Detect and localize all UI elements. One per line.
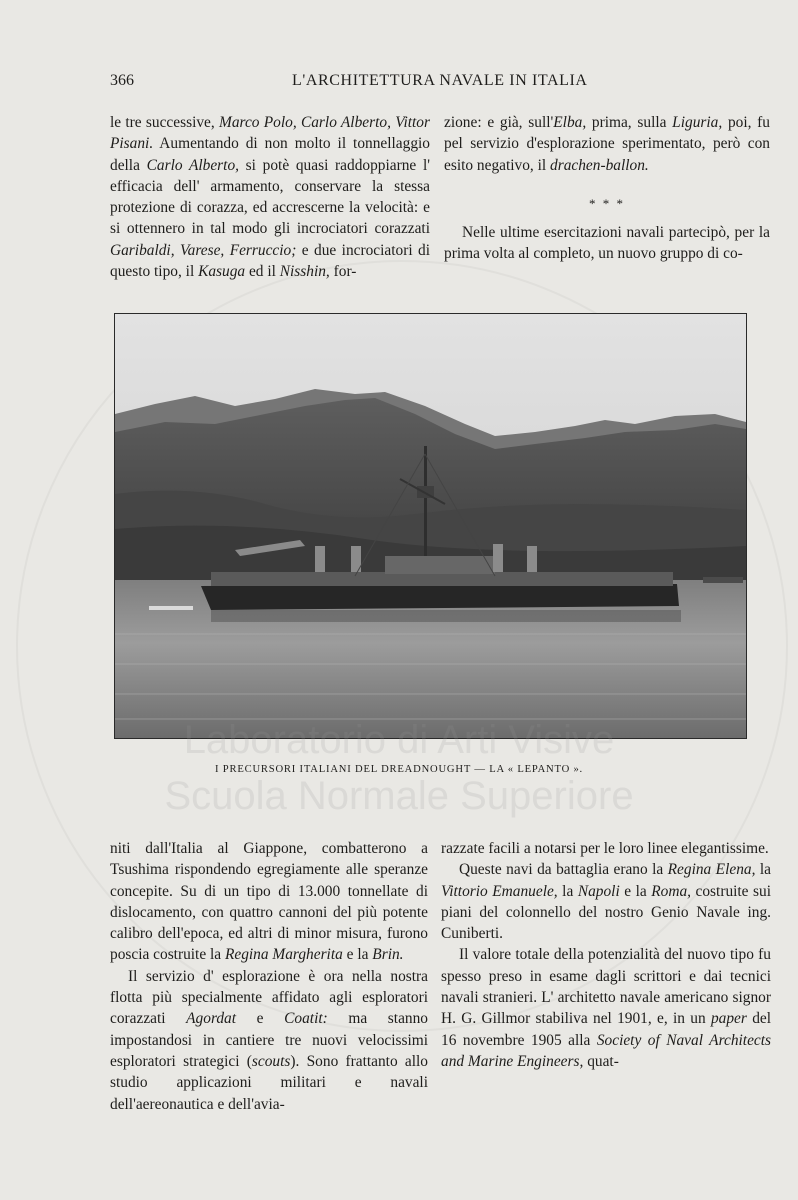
paragraph: Il valore totale della potenzialità del nuovo tipo fu spesso preso in esame dagli scrittori e dai tecnici navali stranieri. L' architetto navale americano signor H. G. Gillmor stabiliva nel 1901, e, in un paper del 16 novembre 1905 alla Society of Naval Architects and Marine Engineers, quat- bbox=[441, 946, 771, 1070]
watermark-line-2: Scuola Normale Superiore bbox=[164, 774, 634, 818]
paragraph: Queste navi da battaglia erano la Regina Elena, la Vittorio Emanuele, la Napoli e la Roma, costruite sui piani del colonnello del nostro Genio Navale ing. Cuniberti. bbox=[441, 861, 771, 943]
paragraph: niti dall'Italia al Giappone, combatterono a Tsushima rispondendo egregiamente alle speranze concepite. Su di un tipo di 13.000 tonnellate di dislocamento, con quattro cannoni del più potente calibro dell'epoca, ed altri di minor misura, furono poscia costruite la Regina Margherita e la Brin. bbox=[110, 840, 428, 964]
text-column-top-left bbox=[110, 112, 430, 281]
text-column-bottom-left bbox=[110, 838, 429, 1113]
running-title: L'ARCHITETTURA NAVALE IN ITALIA bbox=[292, 72, 588, 89]
ship-photograph bbox=[114, 313, 747, 739]
page-number: 366 bbox=[110, 72, 134, 89]
watermark-line-1: Laboratorio di Arti Visive bbox=[183, 718, 615, 762]
paragraph: Nelle ultime esercitazioni navali partecipò, per la prima volta al completo, un nuovo gruppo di co- bbox=[444, 223, 770, 263]
paragraph: le tre successive, Marco Polo, Carlo Alberto, Vittor Pisani. Aumentando di non molto il tonnellaggio della Carlo Alberto, si potè quasi raddoppiarne l' efficacia dell' armamento, conservare la stessa protezione di corazza, ed accrescerne la velocità: e si ottennero in tal modo gli incrociatori corazzati Garibaldi, Varese, Ferruccio; e due incrociatori di questo tipo, il Kasuga ed il Nisshin, for- bbox=[110, 114, 430, 281]
section-asterism: * * * bbox=[589, 195, 625, 211]
paragraph: Il servizio d' esplorazione è ora nella nostra flotta più specialmente affidato agli esploratori corazzati Agordat e Coatit: ma stanno impostandosi in cantiere tre nuovi velocissimi esploratori strategici (scouts). Sono frattanto allo studio applicazioni militari e navali dell'aereonautica e dell'avia- bbox=[110, 967, 429, 1113]
text-column-top-right bbox=[444, 112, 770, 266]
page-header bbox=[0, 72, 798, 96]
paragraph: zione: e già, sull'Elba, prima, sulla Liguria, poi, fu pel servizio d'esplorazione sperimentato, però con esito negativo, il drachen-ballon. bbox=[444, 114, 770, 174]
lepanto-battleship-photo bbox=[115, 314, 746, 738]
text-column-bottom-right bbox=[441, 838, 771, 1068]
figure-caption: I PRECURSORI ITALIANI DEL DREADNOUGHT — LA « LEPANTO ». bbox=[214, 764, 584, 775]
paragraph: razzate facili a notarsi per le loro linee elegantissime. bbox=[441, 840, 769, 857]
